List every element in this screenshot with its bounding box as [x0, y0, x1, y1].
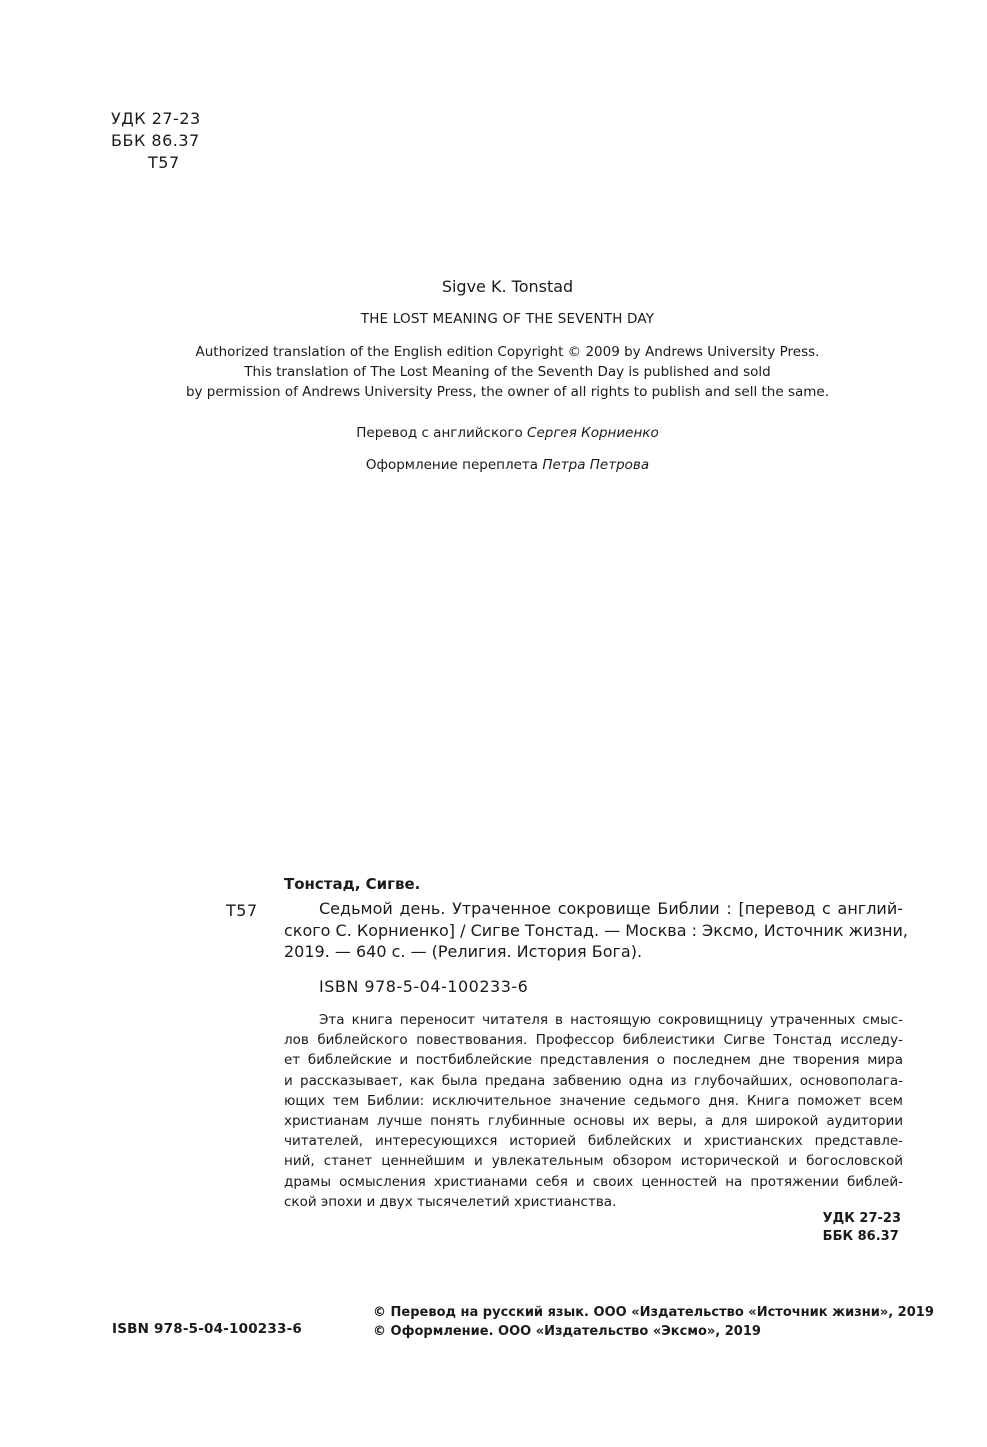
biblio-line: 2019. — 640 с. — (Религия. История Бога). [284, 942, 643, 961]
footer-copyright [373, 1303, 934, 1341]
translator-name: Сергея Корниенко [527, 425, 659, 441]
bibliographic-description [284, 898, 908, 963]
designer-label: Оформление переплета [365, 457, 539, 473]
title-english: THE LOST MEANING OF THE SEVENTH DAY [360, 311, 655, 327]
card-bbk: ББК 86.37 [822, 1229, 899, 1244]
annotation-line: христианам лучше понять глубинные основы их веры, а для широкой аудитории [284, 1112, 903, 1129]
footer-isbn: ISBN 978-5-04-100233-6 [112, 1321, 302, 1337]
card-author: Тонстад, Сигве. [284, 875, 421, 893]
annotation-line: и рассказывает, как была предана забвению одна из глубочайших, основополага- [284, 1072, 903, 1089]
card-classification [823, 1210, 901, 1246]
translator-label: Перевод с английского [356, 425, 523, 441]
annotation-line: лов библейского повествования. Профессор библеистики Сигве Тонстад исследу- [284, 1032, 903, 1049]
copyright-notice [100, 342, 915, 402]
designer-name: Петра Петрова [542, 457, 650, 473]
annotation-line: Эта книга переносит читателя в настоящую сокровищницу утраченных смыс- [319, 1012, 903, 1028]
bbk-code: ББК 86.37 [111, 131, 200, 150]
card-isbn: ISBN 978-5-04-100233-6 [319, 977, 529, 996]
annotation-line: ющих тем Библии: исключительное значение седьмого дня. Книга поможет всем [284, 1092, 903, 1109]
copyright-line: Authorized translation of the English edition Copyright © 2009 by Andrews University Press. [195, 344, 820, 360]
annotation-line: ний, станет ценнейшим и увлекательным обзором исторической и богословской [284, 1153, 903, 1170]
copyright-line: by permission of Andrews University Press, the owner of all rights to publish and sell the same. [185, 384, 830, 400]
annotation-line: читателей, интересующихся историей библейских и христианских представле- [284, 1133, 903, 1150]
annotation [284, 1010, 903, 1212]
copyright-design: © Оформление. ООО «Издательство «Эксмо», 2019 [373, 1324, 761, 1339]
udk-code: УДК 27-23 [111, 109, 201, 128]
author-mark: Т57 [148, 153, 180, 172]
copyright-translation: © Перевод на русский язык. ООО «Издательство «Источник жизни», 2019 [373, 1305, 934, 1320]
biblio-line: ского С. Корниенко] / Сигве Тонстад. — Москва : Эксмо, Источник жизни, [284, 920, 908, 940]
annotation-line: ет библейские и постбиблейские представления о последнем дне творения мира [284, 1052, 903, 1069]
biblio-line: Седьмой день. Утраченное сокровище Библии : [перевод с англий- [319, 899, 903, 918]
designer-credit [100, 457, 915, 473]
card-author-mark: Т57 [226, 901, 258, 920]
annotation-line: ской эпохи и двух тысячелетий христианства. [284, 1193, 617, 1210]
translator-credit [100, 425, 915, 441]
copyright-line: This translation of The Lost Meaning of the Seventh Day is published and sold [244, 364, 771, 380]
author-english: Sigve K. Tonstad [441, 277, 574, 296]
card-udk: УДК 27-23 [822, 1211, 901, 1226]
annotation-line: драмы осмысления христианами себя и своих ценностей на протяжении библей- [284, 1173, 903, 1190]
